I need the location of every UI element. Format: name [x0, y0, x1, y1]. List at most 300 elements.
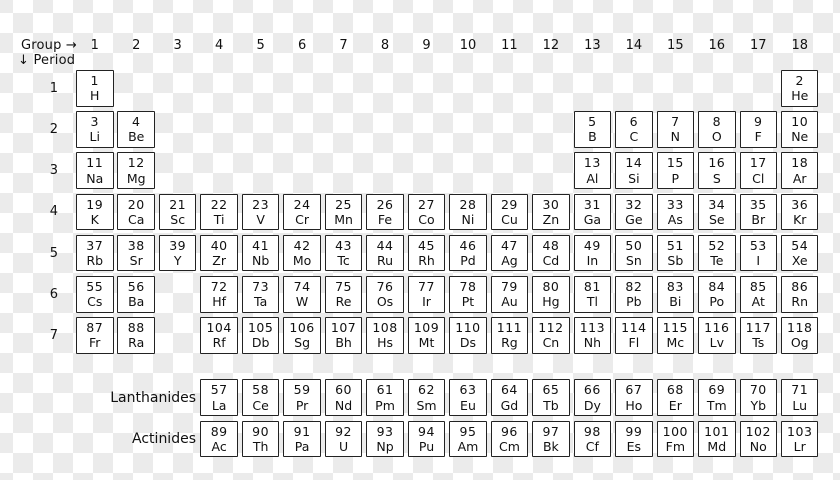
element-cell	[449, 276, 487, 313]
group-label-text: Group	[21, 38, 62, 53]
atomic-number: 67	[625, 382, 643, 398]
element-symbol: Lv	[709, 335, 724, 351]
element-cell	[615, 421, 653, 458]
element-symbol: Rh	[418, 253, 435, 269]
element-cell	[574, 152, 612, 189]
element-symbol: Te	[710, 253, 724, 269]
element-symbol: Og	[790, 335, 809, 351]
group-number: 8	[380, 38, 390, 53]
element-cell	[366, 379, 404, 416]
element-cell	[242, 194, 280, 231]
element-cell	[491, 276, 529, 313]
element-symbol: He	[791, 88, 809, 104]
atomic-number: 100	[662, 423, 688, 439]
element-symbol: In	[586, 253, 599, 269]
atomic-number: 113	[579, 320, 606, 336]
atomic-number: 68	[666, 382, 684, 398]
element-symbol: Bi	[669, 294, 682, 310]
element-cell	[615, 235, 653, 272]
atomic-number: 46	[459, 237, 477, 253]
element-symbol: Mn	[334, 211, 353, 227]
element-cell	[449, 235, 487, 272]
element-cell	[740, 276, 778, 313]
element-symbol: S	[712, 170, 721, 186]
element-symbol: Mt	[418, 335, 435, 351]
element-symbol: C	[629, 129, 639, 145]
element-symbol: Cu	[501, 211, 518, 227]
element-symbol: Pt	[461, 294, 475, 310]
atomic-number: 78	[459, 279, 477, 295]
atomic-number: 91	[293, 423, 311, 439]
element-cell	[698, 111, 736, 148]
element-cell	[117, 235, 155, 272]
atomic-number: 33	[666, 196, 684, 212]
atomic-number: 16	[708, 155, 726, 171]
element-symbol: N	[670, 129, 680, 145]
atomic-number: 53	[749, 237, 767, 253]
element-symbol: Sg	[294, 335, 311, 351]
element-cell	[76, 152, 114, 189]
element-symbol: Ru	[377, 253, 394, 269]
atomic-number: 111	[496, 320, 523, 336]
atomic-number: 24	[293, 196, 311, 212]
atomic-number: 81	[583, 279, 601, 295]
atomic-number: 51	[666, 237, 684, 253]
atomic-number: 104	[206, 320, 232, 336]
element-symbol: B	[588, 129, 597, 145]
atomic-number: 110	[455, 320, 481, 336]
element-cell	[615, 194, 653, 231]
element-symbol: F	[754, 129, 762, 145]
element-symbol: P	[671, 170, 680, 186]
period-number: 2	[49, 121, 58, 137]
element-symbol: Pr	[295, 397, 309, 413]
atomic-number: 7	[671, 114, 680, 130]
element-symbol: Ag	[501, 253, 518, 269]
atomic-number: 38	[127, 237, 145, 253]
element-symbol: Dy	[583, 397, 601, 413]
atomic-number: 20	[127, 196, 145, 212]
element-symbol: Cd	[542, 253, 560, 269]
element-cell	[781, 317, 819, 354]
element-symbol: O	[711, 129, 722, 145]
element-cell	[242, 379, 280, 416]
lanthanides-label: Lanthanides	[110, 389, 196, 406]
element-symbol: Ac	[211, 438, 227, 454]
element-cell	[532, 276, 570, 313]
group-number: 15	[667, 38, 684, 53]
element-symbol: Se	[708, 211, 725, 227]
element-cell	[657, 379, 695, 416]
element-symbol: Kr	[793, 211, 807, 227]
element-cell	[408, 194, 446, 231]
group-number: 4	[215, 38, 224, 53]
element-symbol: Fr	[89, 335, 101, 351]
atomic-number: 15	[666, 155, 684, 171]
element-cell	[574, 194, 612, 231]
element-symbol: Nb	[251, 253, 270, 269]
element-cell	[657, 235, 695, 272]
group-number: 14	[625, 38, 643, 53]
element-symbol: Es	[626, 438, 642, 454]
element-cell	[781, 194, 819, 231]
element-symbol: Hs	[377, 335, 393, 351]
element-symbol: U	[338, 438, 349, 454]
element-cell	[449, 421, 487, 458]
atomic-number: 89	[210, 423, 228, 439]
element-cell	[76, 235, 114, 272]
element-symbol: Al	[586, 170, 599, 186]
element-symbol: Li	[89, 129, 100, 145]
atomic-number: 80	[542, 279, 560, 295]
group-number: 10	[459, 38, 477, 53]
element-symbol: La	[211, 397, 227, 413]
element-cell	[657, 194, 695, 231]
element-symbol: As	[667, 211, 683, 227]
element-cell	[283, 194, 321, 231]
atomic-number: 6	[629, 114, 639, 130]
element-symbol: Fe	[377, 211, 393, 227]
atomic-number: 77	[418, 279, 435, 295]
atomic-number: 22	[210, 196, 228, 212]
element-cell	[740, 235, 778, 272]
element-symbol: Cn	[542, 335, 560, 351]
element-symbol: Sr	[129, 253, 143, 269]
group-number: 2	[132, 38, 141, 53]
atomic-number: 57	[210, 382, 228, 398]
element-symbol: H	[90, 88, 100, 104]
atomic-number: 103	[787, 423, 813, 439]
atomic-number: 55	[86, 279, 104, 295]
atomic-number: 60	[335, 382, 353, 398]
element-cell	[200, 317, 238, 354]
element-symbol: Ta	[254, 294, 268, 310]
atomic-number: 36	[791, 196, 809, 212]
element-symbol: Tm	[706, 397, 727, 413]
element-cell	[325, 379, 363, 416]
atomic-number: 84	[708, 279, 726, 295]
atomic-number: 47	[500, 237, 518, 253]
element-symbol: No	[749, 438, 767, 454]
element-symbol: K	[90, 211, 99, 227]
atomic-number: 96	[500, 423, 518, 439]
atomic-number: 18	[791, 155, 809, 171]
atomic-number: 28	[459, 196, 477, 212]
element-symbol: Cm	[498, 438, 520, 454]
atomic-number: 114	[621, 320, 647, 336]
element-cell	[449, 317, 487, 354]
atomic-number: 116	[704, 320, 730, 336]
atomic-number: 73	[252, 279, 270, 295]
element-symbol: Tl	[586, 294, 598, 310]
element-symbol: Os	[376, 294, 394, 310]
element-cell	[366, 421, 404, 458]
element-cell	[740, 317, 778, 354]
element-cell	[781, 421, 819, 458]
element-symbol: Mo	[292, 253, 312, 269]
element-cell	[325, 421, 363, 458]
element-symbol: Si	[628, 170, 640, 186]
group-number: 13	[584, 38, 601, 53]
element-cell	[574, 235, 612, 272]
atomic-number: 54	[791, 237, 809, 253]
atomic-number: 107	[330, 320, 357, 336]
element-cell	[574, 379, 612, 416]
atomic-number: 45	[418, 237, 435, 253]
element-cell	[740, 379, 778, 416]
element-symbol: Sm	[416, 397, 437, 413]
element-cell	[698, 379, 736, 416]
element-symbol: Hf	[212, 294, 227, 310]
atomic-number: 99	[625, 423, 643, 439]
element-cell	[698, 152, 736, 189]
element-cell	[491, 194, 529, 231]
element-symbol: Lr	[793, 438, 806, 454]
element-cell	[408, 317, 446, 354]
atomic-number: 74	[293, 279, 311, 295]
actinides-label: Actinides	[132, 430, 196, 447]
atomic-number: 64	[500, 382, 518, 398]
atomic-number: 4	[131, 114, 141, 130]
period-number: 5	[49, 245, 58, 261]
atomic-number: 21	[169, 196, 187, 212]
element-symbol: Rb	[86, 253, 104, 269]
atomic-number: 82	[625, 279, 643, 295]
atomic-number: 79	[500, 279, 518, 295]
element-cell	[574, 276, 612, 313]
atomic-number: 37	[86, 237, 104, 253]
element-cell	[491, 235, 529, 272]
element-cell	[366, 276, 404, 313]
group-number: 7	[339, 38, 348, 53]
element-cell	[615, 379, 653, 416]
element-cell	[449, 194, 487, 231]
element-cell	[574, 421, 612, 458]
atomic-number: 41	[252, 237, 270, 253]
element-symbol: Cl	[752, 170, 765, 186]
element-cell	[698, 194, 736, 231]
atomic-number: 32	[625, 196, 643, 212]
element-cell	[76, 276, 114, 313]
atomic-number: 86	[791, 279, 809, 295]
element-cell	[532, 317, 570, 354]
element-cell	[283, 235, 321, 272]
element-cell	[117, 194, 155, 231]
element-symbol: Ir	[422, 294, 431, 310]
atomic-number: 19	[86, 196, 104, 212]
atomic-number: 25	[335, 196, 353, 212]
atomic-number: 52	[708, 237, 726, 253]
element-cell	[408, 235, 446, 272]
element-cell	[242, 317, 280, 354]
element-symbol: Nh	[583, 335, 602, 351]
element-symbol: Tb	[543, 397, 559, 413]
atomic-number: 102	[745, 423, 771, 439]
element-symbol: Md	[707, 438, 727, 454]
element-cell	[76, 194, 114, 231]
element-symbol: Zn	[542, 211, 560, 227]
atomic-number: 92	[335, 423, 353, 439]
element-symbol: Zr	[212, 253, 226, 269]
element-cell	[615, 276, 653, 313]
atomic-number: 88	[127, 320, 145, 336]
element-symbol: Ge	[625, 211, 643, 227]
atomic-number: 66	[583, 382, 601, 398]
atomic-number: 8	[712, 114, 722, 130]
element-symbol: Po	[709, 294, 725, 310]
element-cell	[532, 379, 570, 416]
element-cell	[200, 379, 238, 416]
element-cell	[698, 421, 736, 458]
element-cell	[615, 317, 653, 354]
atomic-number: 14	[625, 155, 643, 171]
atomic-number: 27	[418, 196, 435, 212]
group-number: 18	[791, 38, 808, 53]
atomic-number: 48	[542, 237, 560, 253]
element-cell	[615, 152, 653, 189]
element-symbol: Br	[751, 211, 766, 227]
element-cell	[242, 276, 280, 313]
element-cell	[366, 194, 404, 231]
atomic-number: 30	[542, 196, 560, 212]
period-label-text: Period	[33, 53, 76, 68]
atomic-number: 1	[90, 73, 99, 89]
element-cell	[117, 317, 155, 354]
element-symbol: Bh	[335, 335, 352, 351]
element-cell	[76, 111, 114, 148]
atomic-number: 42	[293, 237, 311, 253]
right-arrow-icon: →	[65, 38, 78, 53]
element-symbol: Db	[251, 335, 270, 351]
element-symbol: Tc	[337, 253, 350, 269]
atomic-number: 9	[754, 114, 763, 130]
atomic-number: 29	[500, 196, 518, 212]
atomic-number: 13	[583, 155, 601, 171]
element-symbol: Gd	[500, 397, 519, 413]
atomic-number: 40	[210, 237, 228, 253]
element-cell	[76, 317, 114, 354]
period-axis-label	[18, 53, 75, 68]
element-symbol: At	[751, 294, 765, 310]
atomic-number: 43	[335, 237, 353, 253]
element-symbol: Ga	[583, 211, 602, 227]
element-symbol: Lu	[792, 397, 808, 413]
element-cell	[366, 317, 404, 354]
element-symbol: Pb	[626, 294, 642, 310]
element-symbol: Pm	[375, 397, 395, 413]
atomic-number: 115	[662, 320, 688, 336]
element-cell	[491, 379, 529, 416]
atomic-number: 75	[335, 279, 353, 295]
atomic-number: 61	[376, 382, 394, 398]
element-cell	[740, 111, 778, 148]
element-symbol: Ds	[459, 335, 477, 351]
element-symbol: Pa	[294, 438, 310, 454]
atomic-number: 72	[210, 279, 228, 295]
element-cell	[781, 70, 819, 107]
element-symbol: Er	[668, 397, 682, 413]
element-symbol: Ne	[791, 129, 809, 145]
element-cell	[408, 421, 446, 458]
group-number: 9	[422, 38, 431, 53]
atomic-number: 76	[376, 279, 394, 295]
atomic-number: 56	[127, 279, 145, 295]
atomic-number: 98	[583, 423, 601, 439]
atomic-number: 5	[588, 114, 597, 130]
element-cell	[325, 194, 363, 231]
element-symbol: Ce	[252, 397, 269, 413]
group-number: 5	[256, 38, 265, 53]
element-cell	[491, 317, 529, 354]
atomic-number: 35	[749, 196, 767, 212]
element-symbol: Np	[376, 438, 394, 454]
atomic-number: 101	[704, 423, 730, 439]
element-cell	[698, 317, 736, 354]
element-symbol: Fm	[665, 438, 686, 454]
element-cell	[781, 111, 819, 148]
group-axis-label	[21, 38, 77, 53]
atomic-number: 70	[749, 382, 767, 398]
element-cell	[366, 235, 404, 272]
element-symbol: Mg	[126, 170, 146, 186]
element-cell	[740, 152, 778, 189]
element-symbol: Ho	[625, 397, 643, 413]
element-cell	[408, 276, 446, 313]
group-number: 17	[749, 38, 767, 53]
element-cell	[449, 379, 487, 416]
element-symbol: Co	[418, 211, 435, 227]
element-cell	[657, 152, 695, 189]
group-number: 16	[708, 38, 726, 53]
element-symbol: Ra	[128, 335, 145, 351]
element-symbol: Th	[252, 438, 269, 454]
atomic-number: 109	[413, 320, 440, 336]
group-number: 6	[297, 38, 307, 53]
element-symbol: Rg	[501, 335, 518, 351]
down-arrow-icon: ↓	[18, 53, 30, 68]
atomic-number: 39	[169, 237, 187, 253]
atomic-number: 23	[252, 196, 270, 212]
element-cell	[76, 70, 114, 107]
atomic-number: 71	[791, 382, 809, 398]
element-symbol: Hg	[542, 294, 560, 310]
group-number: 1	[90, 38, 99, 53]
element-symbol: Yb	[750, 397, 767, 413]
atomic-number: 83	[666, 279, 684, 295]
element-symbol: Pd	[460, 253, 476, 269]
element-cell	[200, 194, 238, 231]
element-cell	[574, 111, 612, 148]
element-cell	[283, 421, 321, 458]
element-symbol: Fl	[628, 335, 640, 351]
element-cell	[615, 111, 653, 148]
element-cell	[200, 276, 238, 313]
element-symbol: Bk	[542, 438, 559, 454]
element-cell	[159, 235, 197, 272]
atomic-number: 34	[708, 196, 726, 212]
element-cell	[698, 276, 736, 313]
atomic-number: 10	[791, 114, 809, 130]
element-cell	[491, 421, 529, 458]
element-symbol: Cs	[87, 294, 103, 310]
element-cell	[574, 317, 612, 354]
group-number: 12	[542, 38, 560, 53]
element-symbol: Au	[501, 294, 518, 310]
element-symbol: Na	[86, 170, 104, 186]
atomic-number: 62	[418, 382, 435, 398]
element-symbol: Rf	[212, 335, 226, 351]
atomic-number: 108	[372, 320, 398, 336]
